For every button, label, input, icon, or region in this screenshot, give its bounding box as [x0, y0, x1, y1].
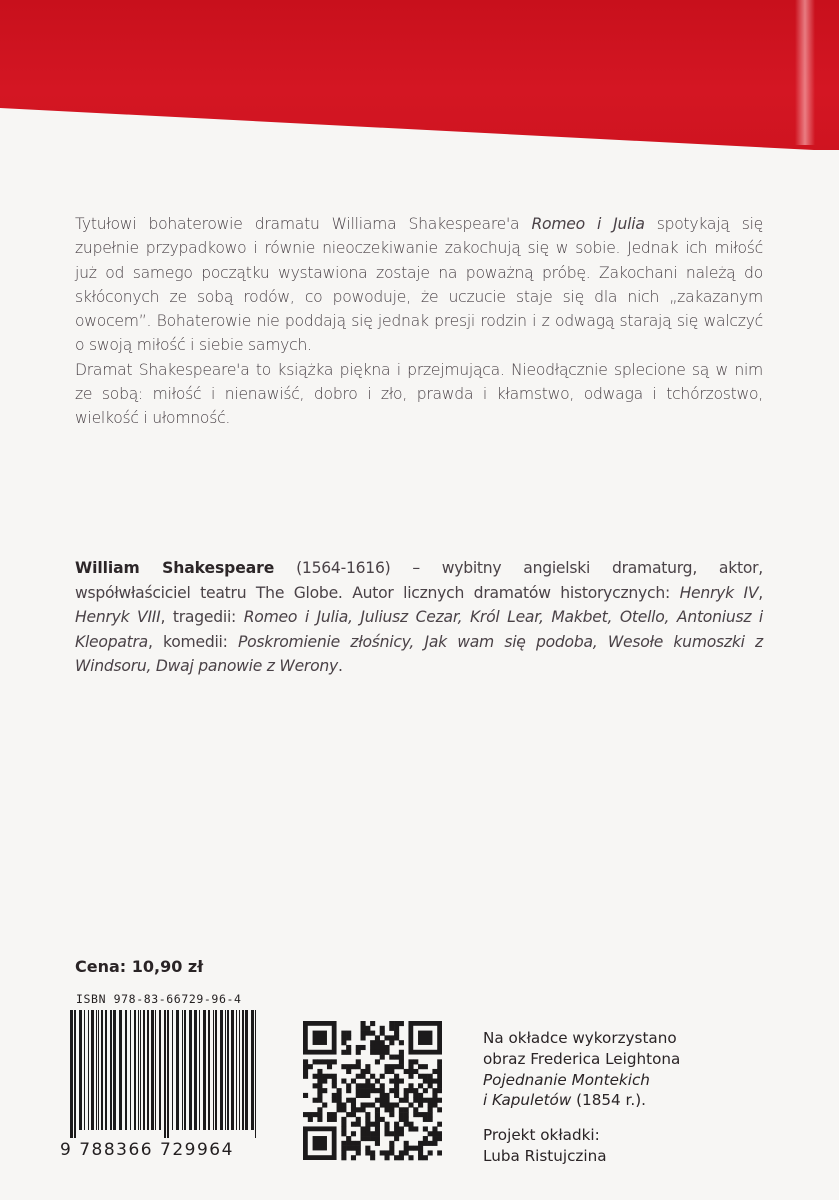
- cover-sheen: [795, 0, 815, 145]
- comedies-list: Poskromienie złośnicy, Jak wam się podoba, Wesołe kumoszki z Windsoru, Dwaj panowie z Werony: [75, 632, 763, 675]
- author-bio: William Shakespeare (1564-1616) – wybitny angielski dramaturg, aktor, współwłaściciel teatru The Globe. Autor licznych dramatów historycznych: Henryk IV, Henryk VIII, tragedii: Romeo i Julia, Juliusz Cezar, Król Lear, Makbet, Otello, Antoniusz i Kleopatra, komedii: Poskromienie złośnicy, Jak wam się podoba, Wesołe kumoszki z Windsoru, Dwaj panowie z Werony.: [75, 559, 764, 675]
- title-romeo-i-julia: Romeo i Julia: [531, 215, 645, 233]
- description-paragraph-2: Dramat Shakespeare'a to książka piękna i przejmująca. Nieodłącznie splecione są w nim ze sobą: miłość i nienawiść, dobro i zło, prawda i kłamstwo, odwaga i tchórzostwo, wielkość i ułomność.: [75, 360, 763, 428]
- description-paragraph-1: Tytułowi bohaterowie dramatu Williama Shakespeare'a Romeo i Julia spotykają się zupełnie przypadkowo i równie nieoczekiwanie zakochują się w sobie. Jednak ich miłość już od samego początku wystawiona zostaje na poważną próbę. Zakochani należą do skłóconych ze sobą rodów, co powoduje, że uczucie staje się dla nich „zakazanym owocem”. Bohaterowie nie poddają się jednak presji rodzin i z odwagą starają się walczyć o swoją miłość i siebie samych.: [75, 215, 764, 355]
- isbn-barcode: [70, 1010, 260, 1138]
- barcode-digits: 9 788366 729964: [60, 1140, 234, 1160]
- author-name: William Shakespeare: [75, 559, 275, 577]
- painting-title: Pojednanie Montekich: [483, 1070, 650, 1089]
- tragedies-list: Romeo i Julia, Juliusz Cezar, Król Lear, Makbet, Otello, Antoniusz i Kleopatra: [75, 608, 764, 651]
- isbn-label: ISBN 978-83-66729-96-4: [76, 992, 242, 1006]
- red-cover-band: [0, 0, 839, 150]
- book-description: [75, 212, 763, 431]
- price-label: Cena: 10,90 zł: [75, 957, 204, 976]
- designer-name: Luba Ristujczina: [483, 1146, 607, 1165]
- qr-code: [303, 1021, 442, 1161]
- cover-credits: Na okładce wykorzystano obraz Frederica Leightona Pojednanie Montekich i Kapuletów (1854 r.). Projekt okładki: Luba Ristujczina: [483, 1028, 783, 1167]
